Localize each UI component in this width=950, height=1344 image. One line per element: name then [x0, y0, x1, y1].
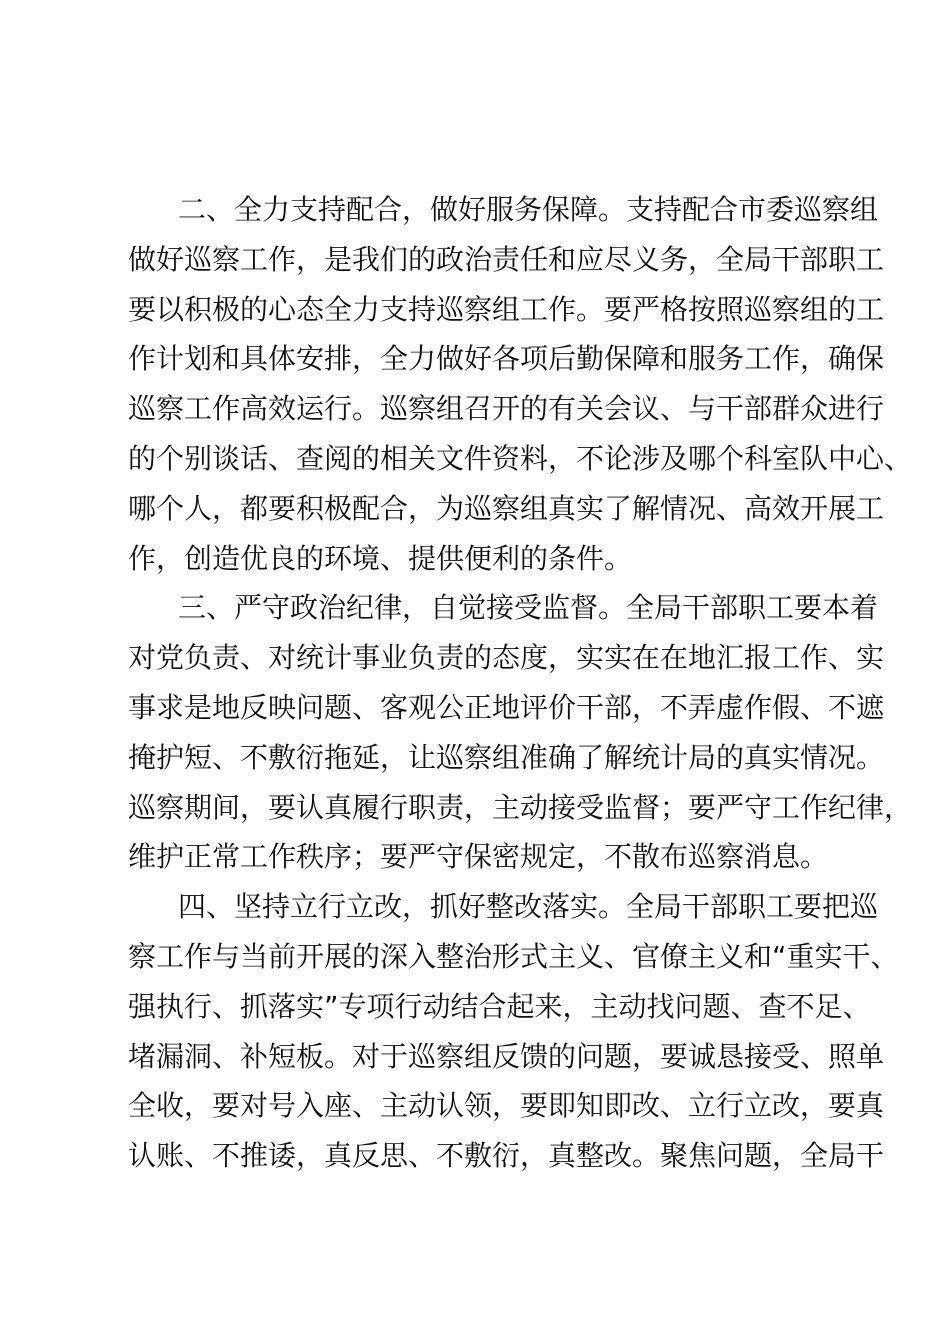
paragraph-3-line-1: 四、坚持立行立改，抓好整改落实。全局干部职工要把巡 — [178, 890, 879, 924]
document-body — [128, 185, 913, 1181]
paragraph-3-line-2: 察工作与当前开展的深入整治形式主义、官僚主义和“重实干、 — [128, 939, 899, 973]
paragraph-3-line-6: 认账、不推诿，真反思、不敷衍，真整改。聚焦问题，全局干 — [128, 1139, 885, 1173]
paragraph-1-line-5: 巡察工作高效运行。巡察组召开的有关会议、与干部群众进行 — [128, 392, 885, 426]
paragraph-3-line-4: 堵漏洞、补短板。对于巡察组反馈的问题，要诚恳接受、照单 — [128, 1039, 885, 1073]
paragraph-2-line-2: 对党负责、对统计事业负责的态度，实实在在地汇报工作、实 — [128, 641, 885, 675]
paragraph-1-line-3: 要以积极的心态全力支持巡察组工作。要严格按照巡察组的工 — [128, 292, 885, 326]
paragraph-3-line-5: 全收，要对号入座、主动认领，要即知即改、立行立改，要真 — [128, 1089, 885, 1123]
paragraph-2-line-5: 巡察期间，要认真履行职责，主动接受监督；要严守工作纪律， — [128, 790, 913, 824]
paragraph-2-line-1: 三、严守政治纪律，自觉接受监督。全局干部职工要本着 — [178, 591, 879, 625]
paragraph-1-line-6: 的个别谈话、查阅的相关文件资料，不论涉及哪个科室队中心、 — [128, 441, 913, 475]
paragraph-1-line-7: 哪个人，都要积极配合，为巡察组真实了解情况、高效开展工 — [128, 491, 885, 525]
paragraph-3-line-3: 强执行、抓落实”专项行动结合起来，主动找问题、查不足、 — [128, 989, 871, 1023]
paragraph-1-line-8: 作，创造优良的环境、提供便利的条件。 — [128, 541, 633, 575]
paragraph-1-line-1: 二、全力支持配合，做好服务保障。支持配合市委巡察组 — [178, 193, 879, 226]
paragraph-2-line-3: 事求是地反映问题、客观公正地评价干部，不弄虚作假、不遮 — [128, 690, 885, 724]
paragraph-2-line-4: 掩护短、不敷衍拖延，让巡察组准确了解统计局的真实情况。 — [128, 740, 885, 774]
paragraph-1-line-2: 做好巡察工作，是我们的政治责任和应尽义务，全局干部职工 — [128, 242, 885, 276]
paragraph-2-line-6: 维护正常工作秩序；要严守保密规定，不散布巡察消息。 — [128, 840, 829, 874]
paragraph-1-line-4: 作计划和具体安排，全力做好各项后勤保障和服务工作，确保 — [128, 342, 885, 376]
